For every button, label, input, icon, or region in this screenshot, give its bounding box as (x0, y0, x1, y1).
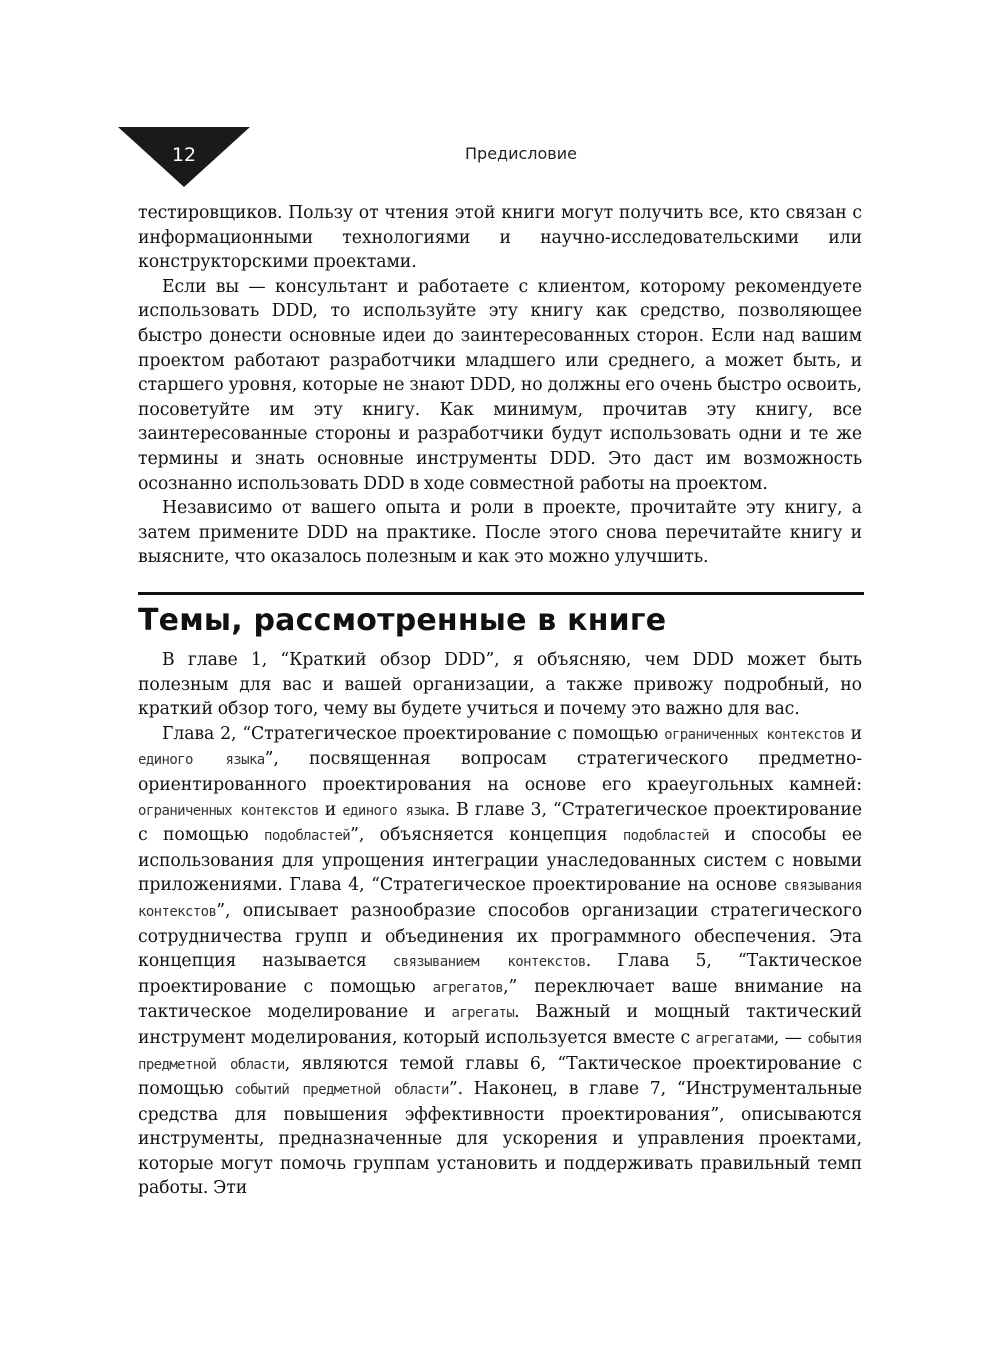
running-head: Предисловие (465, 144, 577, 163)
section-title: Темы, рассмотренные в книге (138, 603, 667, 638)
section-text (138, 648, 862, 1201)
term-bounded-contexts: ограниченных контекстов (138, 802, 319, 819)
section-paragraph-2: Глава 2, “Стратегическое проектирование с помощью ограниченных контекстов и единого языка”, посвященная вопросам стратегического предметно-ориентированного проектирования на основе его краеугольных камней: ограниченных контекстов и единого языка. В главе 3, “Стратегическое проектирование с помощью подобластей”, объясняется концепция подобластей и способы ее использования для упрощения интеграции унаследованных систем с новыми приложениями. Глава 4, “Стратегическое проектирование на основе связывания контекстов”, описывает разнообразие способов организации стратегического сотрудничества групп и объединения их программного обеспечения. Эта концепция называется связыванием контекстов. Глава 5, “Тактическое проектирование с помощью агрегатов,” переключает ваше внимание на тактическое моделирование и агрегаты. Важный и мощный тактический инструмент моделирования, который используется вместе с агрегатами, — события предметной области, являются темой главы 6, “Тактическое проектирование с помощью событий предметной области”. Наконец, в главе 7, “Инструментальные средства для повышения эффективности проектирования”, описываются инструменты, предназначенные для ускорения и управления проектами, которые могут помочь группам установить и поддерживать правильный темп работы. Эти (138, 723, 863, 1199)
section-rule (138, 592, 864, 595)
term-domain-events: события предметной области (138, 1030, 862, 1073)
term-bounded-contexts: ограниченных контекстов (664, 726, 845, 743)
term-ubiquitous-language: единого языка (138, 752, 265, 769)
term-domain-events: событий предметной области (234, 1082, 449, 1099)
term-subdomains: подобластей (622, 828, 709, 845)
page-number: 12 (171, 144, 197, 166)
intro-text (138, 201, 862, 570)
term-aggregates: агрегаты (451, 1005, 515, 1022)
term-subdomains: подобластей (264, 828, 351, 845)
term-aggregates: агрегатами (695, 1030, 774, 1047)
intro-paragraph-1: тестировщиков. Пользу от чтения этой книги могут получить все, кто связан с информационными технологиями и научно-исследовательскими или конструкторскими проектами. (138, 203, 862, 273)
term-aggregates: агрегатов (432, 979, 504, 996)
term-context-mapping: связывания контекстов (138, 878, 862, 920)
page-number-tab (118, 127, 250, 187)
intro-paragraph-2: Если вы — консультант и работаете с клиентом, которому рекомендуете использовать DDD, то используйте эту книгу как средство, позволяющее быстро донести основные идеи до заинтересованных сторон. Если над вашим проектом работают разработчики младшего или среднего, а может быть, и старшего уровня, которые не знают DDD, но должны его очень быстро освоить, посоветуйте им эту книгу. Как минимум, прочитав эту книгу, все заинтересованные стороны и разработчики будут использовать одни и те же термины и знать основные инструменты DDD. Это даст им возможность осознанно использовать DDD в ходе совместной работы на проектом. (138, 276, 862, 494)
section-paragraph-1: В главе 1, “Краткий обзор DDD”, я объясняю, чем DDD может быть полезным для вас и вашей организации, а также привожу подробный, но краткий обзор того, чему вы будете учиться и почему это важно для вас. (138, 650, 862, 720)
term-ubiquitous-language: единого языка (342, 802, 445, 819)
term-context-mapping: связыванием контекстов (392, 954, 586, 971)
intro-paragraph-3: Независимо от вашего опыта и роли в проекте, прочитайте эту книгу, а затем примените DDD на практике. После этого снова перечитайте книгу и выясните, что оказалось полезным и как это можно улучшить. (138, 498, 862, 568)
